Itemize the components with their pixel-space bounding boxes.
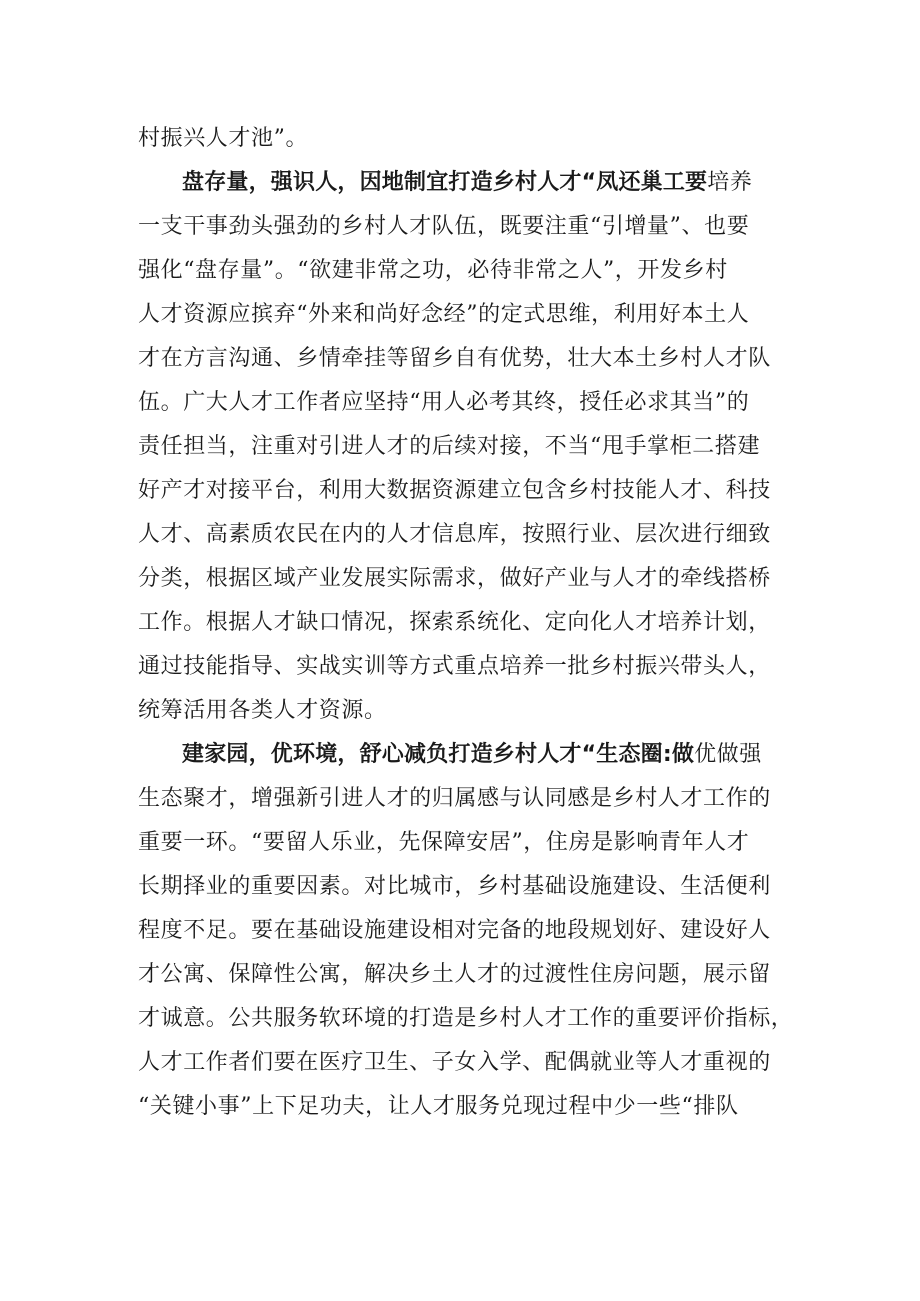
- text-line: 程度不足。要在基础设施建设相对完备的地段规划好、建设好人: [138, 918, 771, 943]
- document-body: [138, 117, 798, 1129]
- text-line: 村振兴人才池”。: [138, 126, 309, 151]
- text-line: 统筹活用各类人才资源。: [138, 698, 387, 723]
- text-line-tail: 优做强: [694, 742, 762, 767]
- paragraph-heading-line: [138, 733, 798, 777]
- text-line: 长期择业的重要因素。对比城市，乡村基础设施建设、生活便利: [138, 874, 771, 899]
- text-line: 伍。广大人才工作者应坚持“用人必考其终，授任必求其当”的: [138, 390, 750, 415]
- text-line: 通过技能指导、实战实训等方式重点培养一批乡村振兴带头人，: [138, 654, 771, 679]
- text-line: 责任担当，注重对引进人才的后续对接，不当“甩手掌柜二搭建: [138, 434, 761, 459]
- paragraph-heading-line: [138, 161, 798, 205]
- text-line: 强化“盘存量”。“欲建非常之功，必待非常之人”，开发乡村: [138, 258, 728, 283]
- text-line-tail: 培养: [707, 170, 753, 195]
- text-line: 人才资源应摈弃“外来和尚好念经”的定式思维，利用好本土人: [138, 302, 750, 327]
- section-heading: 盘存量，强识人，因地制宜打造乡村人才“凤还巢工要: [182, 170, 708, 195]
- text-line: 一支干事劲头强劲的乡村人才队伍，既要注重“引增量”、也要: [138, 214, 750, 239]
- text-line: 人才、高素质农民在内的人才信息库，按照行业、层次进行细致: [138, 522, 771, 547]
- text-line: 好产才对接平台，利用大数据资源建立包含乡村技能人才、科技: [138, 478, 771, 503]
- section-heading: 建家园，优环境，舒心减负打造乡村人才“生态圈:做: [182, 742, 695, 767]
- text-line: “关键小事”上下足功夫，让人才服务兑现过程中少一些“排队: [138, 1094, 739, 1119]
- text-line: 分类，根据区域产业发展实际需求，做好产业与人才的牵线搭桥: [138, 566, 771, 591]
- text-line: 生态聚才，增强新引进人才的归属感与认同感是乡村人才工作的: [138, 786, 771, 811]
- text-line: 才在方言沟通、乡情牵挂等留乡自有优势，壮大本土乡村人才队: [138, 346, 771, 371]
- text-line: 才诚意。公共服务软环境的打造是乡村人才工作的重要评价指标，: [138, 1006, 794, 1031]
- text-line: 工作。根据人才缺口情况，探索系统化、定向化人才培养计划，: [138, 610, 771, 635]
- text-line: 人才工作者们要在医疗卫生、子女入学、配偶就业等人才重视的: [138, 1050, 771, 1075]
- text-line: 重要一环。“要留人乐业，先保障安居”，住房是影响青年人才: [138, 830, 750, 855]
- text-line: 才公寓、保障性公寓，解决乡土人才的过渡性住房问题，展示留: [138, 962, 771, 987]
